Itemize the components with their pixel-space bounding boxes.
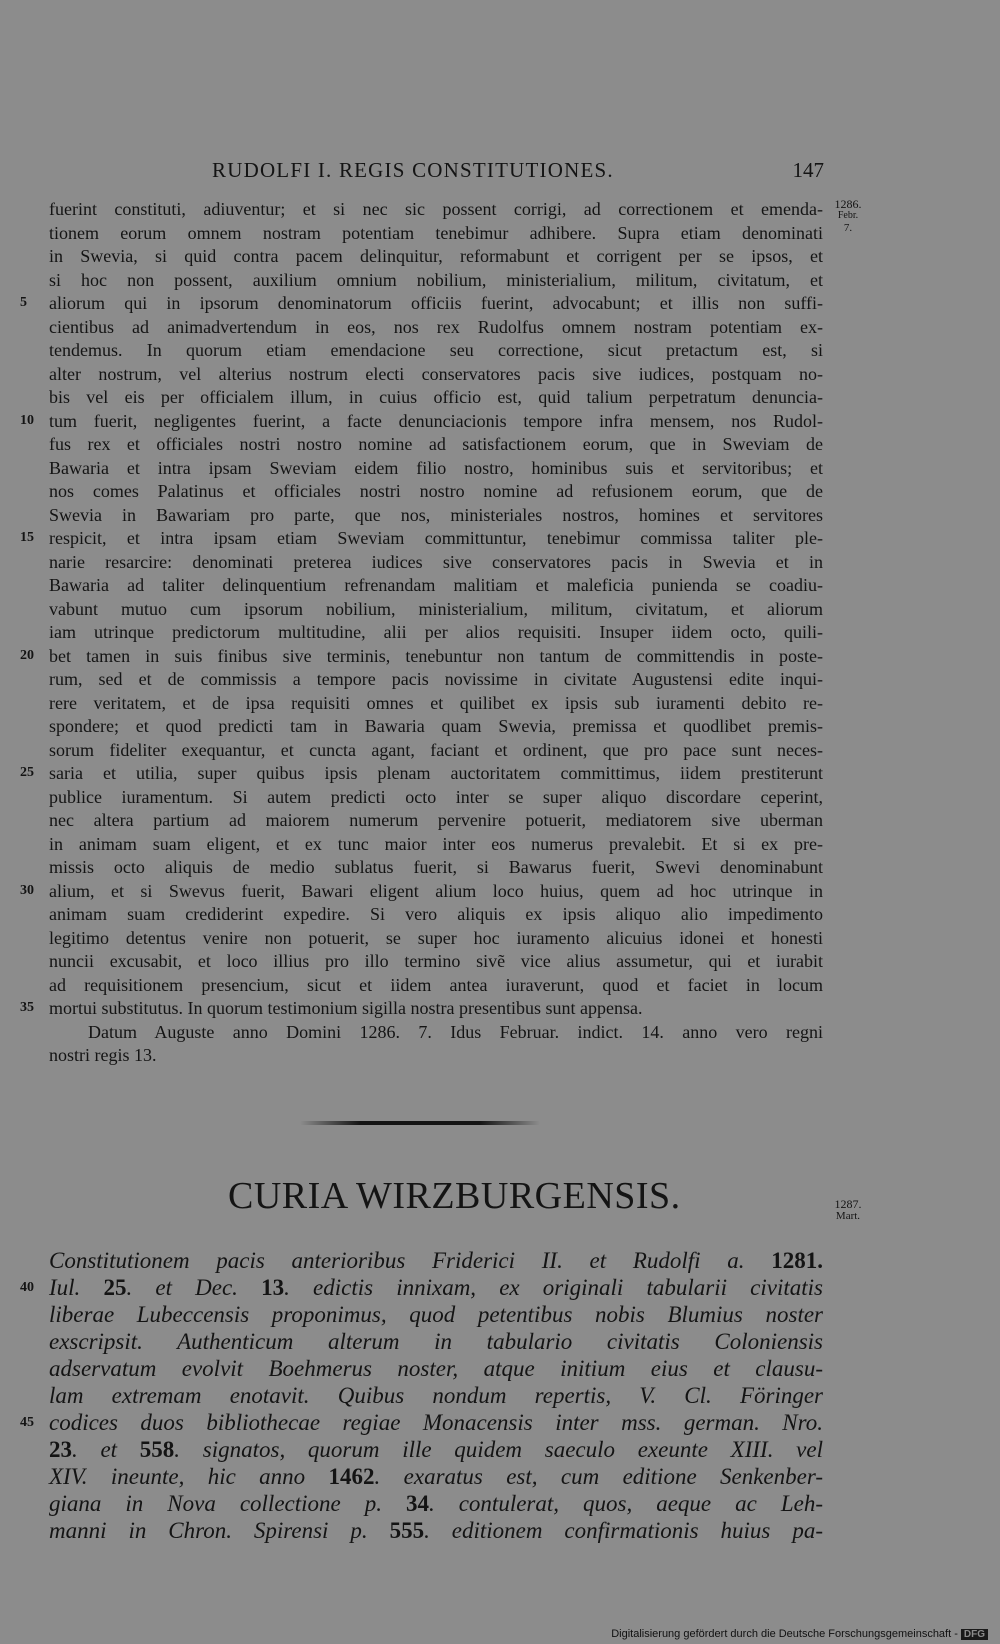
body-line: narie resarcire: denominati preterea iudices sive conservatores pacis in Swevia et in	[49, 551, 823, 572]
intro-segment: adservatum evolvit Boehmerus noster, atque initium eius et clausu-	[49, 1356, 823, 1381]
intro-segment: exscripsit. Authenticum alterum in tabulario civitatis Coloniensis	[49, 1329, 823, 1354]
body-line: Datum Auguste anno Domini 1286. 7. Idus Februar. indict. 14. anno vero regni	[88, 1021, 823, 1042]
intro-segment: 23	[49, 1437, 72, 1462]
margin-date-month: Febr.	[837, 210, 859, 221]
footer-credit	[611, 1628, 988, 1640]
body-line: si hoc non possent, auxilium omnium nobilium, ministerialium, militum, civitatum, et	[49, 269, 823, 290]
body-line: Bawaria et intra ipsam Sweviam eidem filio nostro, hominibus suis et servitoribus; et	[49, 457, 823, 478]
line-number: 5	[20, 295, 27, 310]
intro-segment: lam extremam enotavit. Quibus nondum repertis, V. Cl. Föringer	[49, 1383, 823, 1408]
body-line: vabunt mutuo cum ipsorum nobilium, ministerialium, militum, civitatum, et aliorum	[49, 598, 823, 619]
intro-segment: codices duos bibliothecae regiae Monacensis inter mss. german. Nro.	[49, 1410, 823, 1435]
margin-date-1287	[826, 1198, 870, 1222]
intro-line	[49, 1355, 823, 1382]
body-line: tum fuerit, negligentes fuerint, a facte denunciacionis tempore infra mensem, nos Rudol-	[49, 410, 823, 431]
margin-date-day: 7.	[843, 222, 853, 234]
body-line: iam utrinque predictorum multitudine, alii per alios requisiti. Insuper iidem octo, quili-	[49, 622, 823, 642]
intro-segment: 1462	[328, 1464, 375, 1489]
line-number: 25	[20, 765, 34, 780]
section-divider	[300, 1121, 540, 1125]
intro-line	[49, 1463, 823, 1490]
body-line: ad requisitionem presencium, sicut et iidem antea iuraverunt, quod et faciet in locum	[49, 974, 823, 995]
intro-segment: liberae Lubeccensis proponimus, quod petentibus nobis Blumius noster	[49, 1302, 823, 1327]
body-line: saria et utilia, super quibus ipsis plenam auctoritatem committimus, iidem prestiterunt	[49, 763, 823, 783]
intro-segment: Iul.	[49, 1275, 104, 1300]
intro-line	[49, 1436, 823, 1463]
body-line: Swevia in Bawariam pro parte, que nos, ministeriales nostros, homines et servitores	[49, 504, 823, 525]
intro-segment: 555	[389, 1518, 425, 1543]
intro-line	[49, 1409, 823, 1436]
intro-segment: . exaratus est, cum editione Senkenber-	[374, 1464, 823, 1489]
body-line: nec altera partium ad maiorem numerum pervenire potuerit, mediatorem sive uberman	[49, 810, 823, 830]
intro-segment: Constitutionem pacis anterioribus Friderici II. et Rudolfi a.	[49, 1248, 772, 1273]
intro-line	[49, 1490, 823, 1517]
section-title: CURIA WIRZBURGENSIS.	[228, 1175, 681, 1217]
intro-segment: . et Dec.	[126, 1275, 262, 1300]
intro-line	[49, 1247, 823, 1274]
intro-segment: XIV. ineunte, hic anno	[49, 1464, 329, 1489]
body-line: nos comes Palatinus et officiales nostri nostro nomine ad refusionem eorum, que de	[49, 481, 823, 501]
body-line: alter nostrum, vel alterius nostrum electi conservatores pacis sive iudices, postquam no-	[49, 363, 823, 384]
running-header	[212, 158, 824, 183]
body-line: rum, sed et de commissis a tempore pacis novissime in civitate Augustensi edite inqui-	[49, 669, 823, 689]
line-number: 30	[20, 882, 34, 898]
body-line: tionem eorum omnem nostram potentiam tenebimur adhibere. Supra etiam denominati	[49, 222, 823, 243]
body-line: publice iuramentum. Si autem predicti octo inter se super aliquo discordare ceperint,	[49, 786, 823, 807]
line-number: 40	[20, 1280, 34, 1295]
intro-line	[49, 1328, 823, 1355]
body-line: mortui substitutus. In quorum testimonium sigilla nostra presentibus sunt appensa.	[49, 998, 643, 1018]
body-line: bis vel eis per officialem illum, in cuius officio est, quid talium perpetratum denuncia-	[49, 387, 823, 407]
body-line: tendemus. In quorum etiam emendacione seu correctione, sicut pretactum est, si	[49, 340, 823, 360]
body-line: sorum fideliter exequantur, et cuncta agant, faciant et ordinent, que pro pace sunt neces-	[49, 739, 823, 760]
intro-segment: . signatos, quorum ille quidem saeculo exeunte XIII. vel	[174, 1437, 823, 1462]
running-title: RUDOLFI I. REGIS CONSTITUTIONES.	[212, 158, 614, 182]
margin-date-year: 1286.	[834, 197, 862, 211]
body-line: animam suam crediderint expedire. Si vero aliquis ex ipsis aliquo alio impedimento	[49, 904, 823, 924]
intro-segment: 34	[405, 1491, 429, 1516]
line-number: 15	[20, 530, 34, 545]
body-line: fus rex et officiales nostri nostro nomine ad satisfactionem eorum, que in Sweviam de	[49, 434, 823, 454]
body-line: nuncii excusabit, et loco illius pro illo termino sivẽ vice alius assumetur, qui et iurabit	[49, 951, 823, 971]
intro-segment: . editionem confirmationis huius pa-	[424, 1518, 823, 1543]
line-number: 45	[20, 1415, 34, 1430]
intro-segment: . edictis innixam, ex originali tabularii civitatis	[284, 1275, 823, 1300]
body-line: nostri regis 13.	[49, 1045, 157, 1065]
intro-segment: 25	[103, 1275, 127, 1300]
body-line: alium, et si Swevus fuerit, Bawari eligent alium loco huius, quem ad hoc utrinque in	[49, 880, 823, 901]
body-line: Bawaria ad taliter delinquentium refrenandam malitiam et maleficia punienda se coadiu-	[49, 575, 823, 595]
intro-line	[49, 1382, 823, 1409]
body-line: in animam suam eligent, et ex tunc maior inter eos numerus prevalebit. Et si ex pre-	[49, 833, 823, 854]
body-line: aliorum qui in ipsorum denominatorum officiis fuerint, advocabunt; et illis non suffi-	[49, 293, 823, 313]
intro-segment: giana in Nova collectione p.	[49, 1491, 406, 1516]
intro-segment: . contulerat, quos, aeque ac Leh-	[428, 1491, 823, 1516]
intro-segment: 558	[139, 1437, 175, 1462]
body-line: legitimo detentus venire non potuerit, se super hoc iuramento alicuius idonei et honesti	[49, 927, 823, 948]
intro-segment: 1281.	[771, 1248, 823, 1273]
footer-text: Digitalisierung gefördert durch die Deutsche Forschungsgemeinschaft -	[611, 1628, 958, 1640]
intro-segment: 13	[261, 1275, 285, 1300]
body-line: respicit, et intra ipsam etiam Sweviam committuntur, tenebimur commissa taliter ple-	[49, 528, 823, 548]
body-line: spondere; et quod predicti tam in Bawaria quam Swevia, premissa et quodlibet premis-	[49, 716, 823, 736]
line-number: 20	[20, 647, 34, 663]
line-number: 10	[20, 412, 34, 428]
body-line: rere veritatem, et de ipsa requisiti omnes et quilibet ex ipsis sub iuramenti debito re-	[49, 692, 823, 713]
dfg-logo: DFG	[961, 1629, 988, 1640]
intro-line	[49, 1274, 823, 1301]
body-line: missis octo aliquis de medio sublatus fuerit, si Bawarus fuerit, Swevi denominabunt	[49, 857, 823, 877]
margin-date-month: Mart.	[835, 1210, 861, 1222]
margin-date-1286	[828, 198, 868, 234]
margin-date-year: 1287.	[834, 1197, 862, 1211]
intro-line	[49, 1301, 823, 1328]
page-number: 147	[792, 158, 824, 182]
intro-segment: . et	[72, 1437, 140, 1462]
intro-line	[49, 1517, 823, 1544]
body-line: cientibus ad animadvertendum in eos, nos rex Rudolfus omnem nostram potentiam ex-	[49, 316, 823, 337]
intro-segment: manni in Chron. Spirensi p.	[49, 1518, 390, 1543]
line-number: 35	[20, 1000, 34, 1015]
body-line: in Swevia, si quid contra pacem delinquitur, reformabunt et corrigent per se ipsos, et	[49, 246, 823, 266]
body-line: bet tamen in suis finibus sive terminis, tenebuntur non tantum de committendis in poste-	[49, 645, 823, 666]
body-line: fuerint constituti, adiuventur; et si nec sic possent corrigi, ad correctionem et emenda-	[49, 199, 823, 219]
